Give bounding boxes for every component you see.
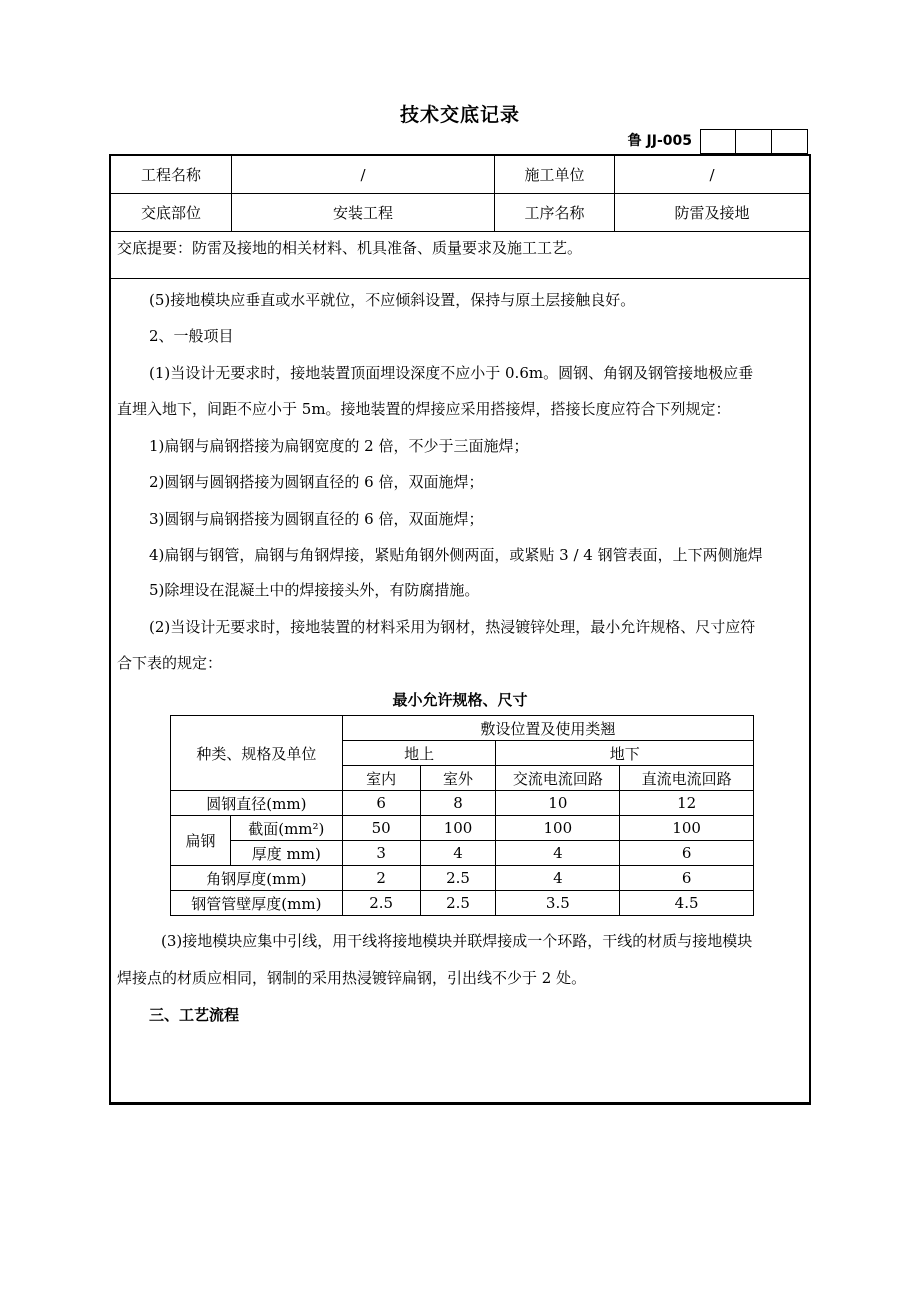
code-box — [700, 129, 736, 154]
table-header-outdoor: 室外 — [420, 766, 496, 791]
rule-item: 1)扁钢与扁钢搭接为扁钢宽度的 2 倍，不少于三面施焊； — [149, 437, 529, 455]
table-header-ac: 交流电流回路 — [496, 766, 620, 791]
project-name-value: / — [232, 156, 495, 193]
table-title: 最小允许规格、尺寸 — [392, 691, 528, 709]
table-cell: 50 — [342, 816, 420, 841]
record-form — [109, 154, 811, 1105]
table-cell: 6 — [620, 841, 754, 866]
table-cell: 6 — [620, 866, 754, 891]
table-cell: 4 — [496, 866, 620, 891]
process-label: 工序名称 — [495, 194, 615, 231]
table-header-above: 地上 — [342, 741, 496, 766]
general-heading: 2、一般项目 — [149, 327, 234, 345]
table-cell: 12 — [620, 791, 754, 816]
table-cell: 2.5 — [420, 891, 496, 916]
table-cell: 4 — [496, 841, 620, 866]
part-value: 安装工程 — [232, 194, 495, 231]
spec-table — [170, 715, 754, 916]
constructor-label: 施工单位 — [495, 156, 615, 193]
table-header-group: 敷设位置及使用类翘 — [342, 716, 753, 741]
row-label: 钢管管壁厚度(mm) — [171, 891, 343, 916]
table-cell: 4.5 — [620, 891, 754, 916]
project-name-label: 工程名称 — [111, 156, 232, 193]
code-label: 鲁 JJ-005 — [627, 133, 692, 149]
paragraph: 焊接点的材质应相同，钢制的采用热浸镀锌扁钢，引出线不少于 2 处。 — [117, 969, 587, 987]
paragraph: (5)接地模块应垂直或水平就位，不应倾斜设置，保持与原土层接触良好。 — [149, 291, 636, 309]
row-label: 圆钢直径(mm) — [171, 791, 343, 816]
table-cell: 3 — [342, 841, 420, 866]
row-label: 截面(mm²) — [230, 816, 342, 841]
document-code — [620, 129, 808, 154]
rule-item: 3)圆钢与扁钢搭接为圆钢直径的 6 倍，双面施焊； — [149, 510, 484, 528]
code-box — [772, 129, 808, 154]
table-cell: 100 — [620, 816, 754, 841]
rule-item: 5)除埋设在混凝土中的焊接接头外，有防腐措施。 — [149, 581, 480, 599]
table-cell: 2.5 — [342, 891, 420, 916]
part-label: 交底部位 — [111, 194, 232, 231]
rule-item: 2)圆钢与圆钢搭接为圆钢直径的 6 倍，双面施焊； — [149, 473, 484, 491]
table-cell: 8 — [420, 791, 496, 816]
paragraph: (3)接地模块应集中引线，用干线将接地模块并联焊接成一个环路，干线的材质与接地模块 — [161, 932, 753, 950]
table-cell: 2 — [342, 866, 420, 891]
table-cell: 100 — [496, 816, 620, 841]
table-cell: 10 — [496, 791, 620, 816]
document-title: 技术交底记录 — [399, 104, 520, 126]
table-row — [171, 791, 754, 816]
table-row — [171, 891, 754, 916]
info-row-project — [111, 156, 809, 194]
paragraph: 直埋入地下，间距不应小于 5m。接地装置的焊接应采用搭接焊，搭接长度应符合下列规定： — [117, 400, 731, 418]
summary: 交底提要：防雷及接地的相关材料、机具准备、质量要求及施工工艺。 — [111, 232, 809, 279]
paragraph: (1)当设计无要求时，接地装置顶面埋设深度不应小于 0.6m。圆钢、角钢及钢管接地极应垂 — [149, 364, 754, 382]
table-cell: 100 — [420, 816, 496, 841]
paragraph: 合下表的规定： — [117, 654, 223, 672]
table-header-below: 地下 — [496, 741, 754, 766]
table-header-type: 种类、规格及单位 — [171, 716, 343, 791]
table-cell: 6 — [342, 791, 420, 816]
table-row — [171, 841, 754, 866]
row-label: 厚度 mm) — [230, 841, 342, 866]
process-value: 防雷及接地 — [674, 204, 750, 222]
paragraph: (2)当设计无要求时，接地装置的材料采用为钢材，热浸镀锌处理，最小允许规格、尺寸应符 — [149, 618, 756, 636]
row-group-label: 扁钢 — [171, 816, 231, 866]
info-row-part — [111, 194, 809, 232]
rule-item: 4)扁钢与钢管，扁钢与角钢焊接，紧贴角钢外侧两面，或紧贴 3 / 4 钢管表面，上下两侧施焊 — [149, 546, 763, 564]
table-cell: 2.5 — [420, 866, 496, 891]
table-cell: 3.5 — [496, 891, 620, 916]
code-box — [736, 129, 772, 154]
section-heading: 三、工艺流程 — [149, 1006, 240, 1024]
table-header-indoor: 室内 — [342, 766, 420, 791]
table-cell: 4 — [420, 841, 496, 866]
row-label: 角钢厚度(mm) — [171, 866, 343, 891]
table-row — [171, 816, 754, 841]
table-row — [171, 866, 754, 891]
constructor-value: / — [709, 165, 715, 184]
table-header-dc: 直流电流回路 — [620, 766, 754, 791]
